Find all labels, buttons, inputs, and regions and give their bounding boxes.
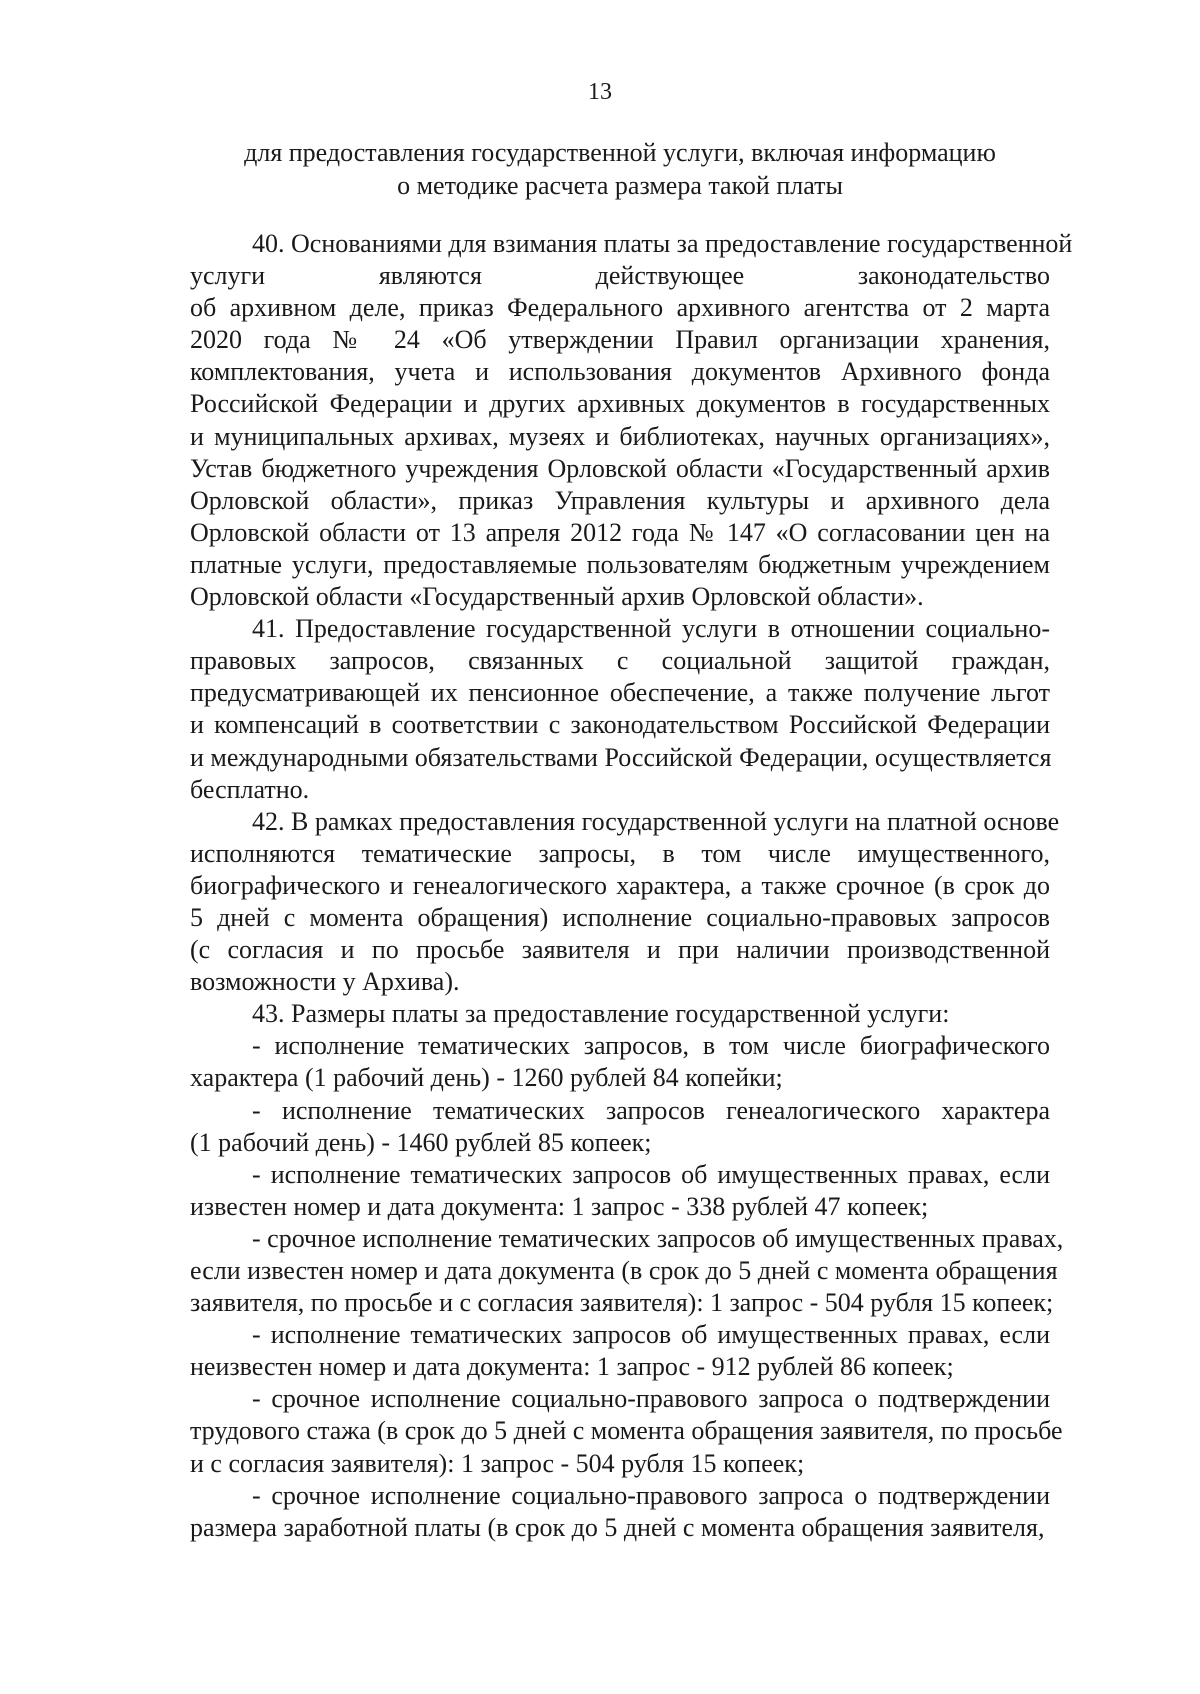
section-heading xyxy=(190,136,1050,202)
text-line: Российской Федерации и других архивных документов в государственных xyxy=(190,389,1050,419)
text-line: Орловской области», приказ Управления культуры и архивного дела xyxy=(190,485,1050,515)
paragraph-p41 xyxy=(190,613,1050,806)
text-line: - срочное исполнение тематических запросов об имущественных правах, xyxy=(252,1223,1064,1253)
text-line: правовых запросов, связанных с социальной защитой граждан, xyxy=(190,646,1050,676)
text-line: (с согласия и по просьбе заявителя и при наличии производственной xyxy=(190,935,1050,965)
text-line: 42. В рамках предоставления государственной услуги на платной основе xyxy=(252,806,1060,836)
text-line: характера (1 рабочий день) - 1260 рублей 84 копейки; xyxy=(190,1063,783,1093)
text-line: Орловской области «Государственный архив Орловской области». xyxy=(190,582,924,612)
text-line: - срочное исполнение социально-правового запроса о подтверждении xyxy=(252,1384,1050,1414)
text-line: 41. Предоставление государственной услуги в отношении социально- xyxy=(252,614,1050,644)
paragraph-p43_1 xyxy=(190,1030,1050,1094)
paragraph-p40 xyxy=(190,228,1073,613)
text-line: размера заработной платы (в срок до 5 дней с момента обращения заявителя, xyxy=(190,1512,1045,1542)
paragraph-p42 xyxy=(190,806,1060,999)
text-line: об архивном деле, приказ Федерального архивного агентства от 2 марта xyxy=(190,293,1050,323)
text-line: заявителя, по просьбе и с согласия заявителя): 1 запрос - 504 рубля 15 копеек; xyxy=(190,1288,1054,1318)
section-heading-line-1: для предоставления государственной услуги, включая информацию xyxy=(244,138,996,167)
section-heading-line-2: о методике расчета размера такой платы xyxy=(397,171,843,200)
text-line: неизвестен номер и дата документа: 1 запрос - 912 рублей 86 копеек; xyxy=(190,1352,954,1382)
text-line: 40. Основаниями для взимания платы за предоставление государственной xyxy=(252,229,1073,258)
text-line: (1 рабочий день) - 1460 рублей 85 копеек; xyxy=(190,1127,652,1157)
paragraph-p43 xyxy=(190,998,1050,1030)
text-line: и международными обязательствами Российской Федерации, осуществляется xyxy=(190,742,1052,772)
text-line: предусматривающей их пенсионное обеспечение, а также получение льгот xyxy=(190,678,1050,708)
text-line: комплектования, учета и использования документов Архивного фонда xyxy=(190,357,1050,387)
text-line: Орловской области от 13 апреля 2012 года № 147 «О согласовании цен на xyxy=(190,517,1050,547)
text-line: бесплатно. xyxy=(190,774,310,804)
text-line: известен номер и дата документа: 1 запрос - 338 рублей 47 копеек; xyxy=(190,1191,929,1221)
document-body xyxy=(190,228,1073,1544)
paragraph-p43_6 xyxy=(190,1383,1063,1479)
paragraph-p43_5 xyxy=(190,1319,1050,1383)
paragraph-p43_4 xyxy=(190,1223,1064,1319)
text-line: - исполнение тематических запросов генеалогического характера xyxy=(252,1095,1050,1125)
text-line: - исполнение тематических запросов об имущественных правах, если xyxy=(252,1320,1050,1350)
text-line: платные услуги, предоставляемые пользователям бюджетным учреждением xyxy=(190,549,1050,579)
text-line: 43. Размеры платы за предоставление государственной услуги: xyxy=(252,999,950,1029)
text-line: если известен номер и дата документа (в срок до 5 дней с момента обращения xyxy=(190,1256,1058,1285)
text-line: возможности у Архива). xyxy=(190,967,460,997)
paragraph-p43_3 xyxy=(190,1159,1050,1223)
text-line: - исполнение тематических запросов об имущественных правах, если xyxy=(252,1159,1050,1189)
text-line: Устав бюджетного учреждения Орловской области «Государственный архив xyxy=(190,453,1050,483)
text-line: и муниципальных архивах, музеях и библиотеках, научных организациях», xyxy=(190,421,1050,451)
text-line: и компенсаций в соответствии с законодательством Российской Федерации xyxy=(190,710,1050,740)
paragraph-p43_7 xyxy=(190,1480,1050,1544)
paragraph-p43_2 xyxy=(190,1095,1050,1159)
text-line: 2020 года № 24 «Об утверждении Правил организации хранения, xyxy=(190,325,1050,355)
text-line: и с согласия заявителя): 1 запрос - 504 рубля 15 копеек; xyxy=(190,1448,805,1478)
text-line: - исполнение тематических запросов, в том числе биографического xyxy=(252,1031,1050,1061)
text-line: биографического и генеалогического характера, а также срочное (в срок до xyxy=(190,870,1050,900)
text-line: трудового стажа (в срок до 5 дней с момента обращения заявителя, по просьбе xyxy=(190,1416,1063,1446)
text-line: - срочное исполнение социально-правового запроса о подтверждении xyxy=(252,1480,1050,1510)
text-line: услуги являются действующее законодательство xyxy=(190,261,1050,291)
text-line: исполняются тематические запросы, в том числе имущественного, xyxy=(190,838,1050,868)
page-number: 13 xyxy=(588,79,612,105)
text-line: 5 дней с момента обращения) исполнение социально-правовых запросов xyxy=(190,902,1050,932)
